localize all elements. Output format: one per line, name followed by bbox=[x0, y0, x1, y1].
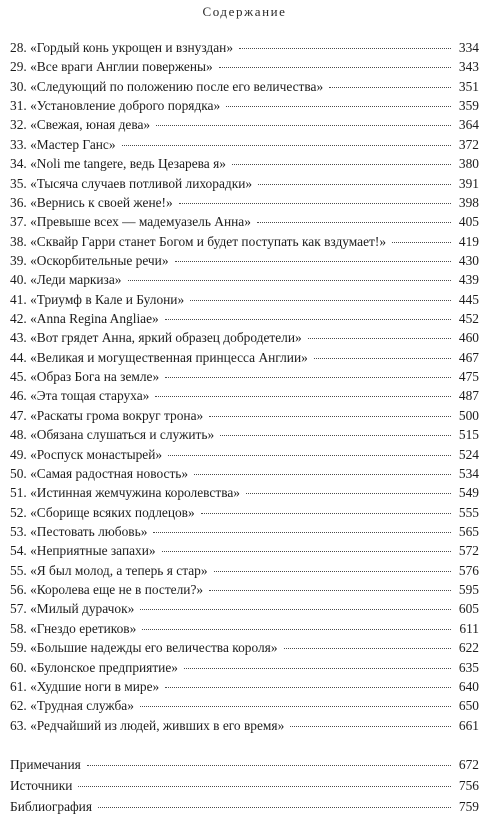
entry-title: 53. «Пестовать любовь» bbox=[10, 523, 148, 539]
entry-title: 42. «Anna Regina Angliae» bbox=[10, 311, 159, 327]
page-number: 359 bbox=[458, 98, 479, 114]
entry-title: 41. «Триумф в Кале и Булони» bbox=[10, 291, 185, 307]
page-number: 460 bbox=[458, 330, 479, 346]
page-number: 391 bbox=[458, 175, 479, 191]
toc-entry bbox=[10, 698, 479, 717]
entry-title: 58. «Гнездо еретиков» bbox=[10, 620, 137, 636]
entry-title: 28. «Гордый конь укрощен и взнуздан» bbox=[10, 40, 234, 55]
page-number: 595 bbox=[458, 582, 479, 598]
page-number: 439 bbox=[458, 272, 479, 288]
toc-entry bbox=[10, 543, 479, 562]
dot-leader bbox=[155, 396, 451, 397]
dot-leader bbox=[179, 203, 451, 204]
dot-leader bbox=[392, 242, 451, 243]
dot-leader bbox=[308, 338, 451, 339]
page-number: 380 bbox=[458, 156, 479, 172]
dot-leader bbox=[165, 319, 451, 320]
page-number: 452 bbox=[458, 311, 479, 327]
page-number: 445 bbox=[458, 291, 479, 307]
dot-leader bbox=[214, 571, 451, 572]
entry-title: Источники bbox=[10, 778, 73, 793]
toc-entry bbox=[10, 98, 479, 117]
dot-leader bbox=[168, 455, 451, 456]
entry-title: 38. «Сквайр Гарри станет Богом и будет поступать как вздумает!» bbox=[10, 233, 387, 249]
toc-entry bbox=[10, 40, 479, 59]
entry-title: 36. «Вернись к своей жене!» bbox=[10, 194, 173, 210]
dot-leader bbox=[175, 261, 451, 262]
entry-title: 61. «Худшие ноги в мире» bbox=[10, 678, 160, 694]
page-number: 661 bbox=[458, 717, 479, 733]
toc-entry bbox=[10, 272, 479, 291]
page-number: 549 bbox=[458, 485, 479, 501]
entry-title: Примечания bbox=[10, 757, 81, 772]
entry-title: 62. «Трудная служба» bbox=[10, 698, 134, 714]
entry-title: 44. «Великая и могущественная принцесса Англии» bbox=[10, 349, 308, 365]
toc-entry bbox=[10, 427, 479, 446]
dot-leader bbox=[239, 48, 451, 49]
dot-leader bbox=[290, 726, 451, 727]
back-matter-list bbox=[10, 757, 479, 820]
entry-title: 48. «Обязана слушаться и служить» bbox=[10, 427, 215, 443]
dot-leader bbox=[98, 807, 451, 808]
page-number: 405 bbox=[458, 214, 479, 230]
toc-entry bbox=[10, 660, 479, 679]
toc-entry bbox=[10, 466, 479, 485]
dot-leader bbox=[162, 551, 451, 552]
page-number: 487 bbox=[458, 388, 479, 404]
entry-title: 54. «Неприятные запахи» bbox=[10, 543, 156, 559]
dot-leader bbox=[184, 668, 451, 669]
page-number: 635 bbox=[458, 659, 479, 675]
entry-title: 47. «Раскаты грома вокруг трона» bbox=[10, 407, 204, 423]
dot-leader bbox=[219, 67, 451, 68]
dot-leader bbox=[142, 629, 451, 630]
toc-entry bbox=[10, 505, 479, 524]
dot-leader bbox=[165, 687, 451, 688]
toc-entry bbox=[10, 156, 479, 175]
entry-title: 43. «Вот грядет Анна, яркий образец добродетели» bbox=[10, 330, 302, 346]
entry-title: 55. «Я был молод, а теперь я стар» bbox=[10, 562, 208, 578]
dot-leader bbox=[140, 706, 451, 707]
page-number: 419 bbox=[458, 233, 479, 249]
toc-entry bbox=[10, 408, 479, 427]
toc-entry bbox=[10, 388, 479, 407]
entry-title: 56. «Королева еще не в постели?» bbox=[10, 582, 204, 598]
toc-entry bbox=[10, 234, 479, 253]
page-number: 467 bbox=[458, 349, 479, 365]
back-matter-entry bbox=[10, 799, 479, 820]
dot-leader bbox=[226, 106, 451, 107]
toc-entry bbox=[10, 447, 479, 466]
dot-leader bbox=[209, 590, 451, 591]
page-number: 640 bbox=[458, 678, 479, 694]
dot-leader bbox=[314, 358, 451, 359]
page-number: 555 bbox=[458, 504, 479, 520]
toc-entry bbox=[10, 369, 479, 388]
page-number: 351 bbox=[458, 78, 479, 94]
dot-leader bbox=[209, 416, 451, 417]
entry-title: 46. «Эта тощая старуха» bbox=[10, 388, 150, 404]
page-number: 759 bbox=[458, 799, 479, 814]
page-number: 515 bbox=[458, 427, 479, 443]
entry-title: 63. «Редчайший из людей, живших в его время» bbox=[10, 717, 285, 733]
toc-entry bbox=[10, 253, 479, 272]
toc-entry bbox=[10, 311, 479, 330]
toc-entry bbox=[10, 621, 479, 640]
page-number: 672 bbox=[458, 757, 479, 772]
toc-entry bbox=[10, 214, 479, 233]
page-number: 430 bbox=[458, 252, 479, 268]
toc-entry bbox=[10, 718, 479, 737]
dot-leader bbox=[246, 493, 451, 494]
dot-leader bbox=[87, 765, 451, 766]
entry-title: 29. «Все враги Англии повержены» bbox=[10, 59, 213, 75]
page-number: 524 bbox=[458, 446, 479, 462]
page-number: 572 bbox=[458, 543, 479, 559]
toc-entry bbox=[10, 640, 479, 659]
entry-title: 33. «Мастер Ганс» bbox=[10, 136, 116, 152]
dot-leader bbox=[190, 300, 451, 301]
toc-entry bbox=[10, 485, 479, 504]
dot-leader bbox=[284, 648, 451, 649]
entry-title: 52. «Сборище всяких подлецов» bbox=[10, 504, 195, 520]
entry-title: 49. «Роспуск монастырей» bbox=[10, 446, 163, 462]
entry-title: 31. «Установление доброго порядка» bbox=[10, 98, 221, 114]
entry-title: 59. «Большие надежды его величества короля» bbox=[10, 640, 278, 656]
dot-leader bbox=[122, 145, 451, 146]
toc-entry bbox=[10, 79, 479, 98]
entry-title: 37. «Превыше всех — мадемуазель Анна» bbox=[10, 214, 251, 230]
dot-leader bbox=[194, 474, 451, 475]
chapter-list bbox=[10, 40, 479, 737]
dot-leader bbox=[258, 184, 451, 185]
toc-entry bbox=[10, 679, 479, 698]
toc-entry bbox=[10, 117, 479, 136]
toc-entry bbox=[10, 350, 479, 369]
page-number: 475 bbox=[458, 369, 479, 385]
page-number: 398 bbox=[458, 194, 479, 210]
toc-entry bbox=[10, 137, 479, 156]
entry-title: 57. «Милый дурачок» bbox=[10, 601, 135, 617]
toc-entry bbox=[10, 524, 479, 543]
toc-entry bbox=[10, 59, 479, 78]
entry-title: 35. «Тысяча случаев потливой лихорадки» bbox=[10, 175, 253, 191]
page-number: 343 bbox=[458, 59, 479, 75]
back-matter-entry bbox=[10, 757, 479, 778]
back-matter-entry bbox=[10, 778, 479, 799]
entry-title: 51. «Истинная жемчужина королевства» bbox=[10, 485, 241, 501]
toc-entry bbox=[10, 195, 479, 214]
dot-leader bbox=[257, 222, 451, 223]
page-number: 364 bbox=[458, 117, 479, 133]
toc-entry bbox=[10, 330, 479, 349]
page-number: 605 bbox=[458, 601, 479, 617]
running-head: Содержание bbox=[202, 4, 287, 19]
page-number: 756 bbox=[458, 778, 479, 793]
page-number: 622 bbox=[458, 640, 479, 656]
page-number: 372 bbox=[458, 136, 479, 152]
page-number: 576 bbox=[458, 562, 479, 578]
dot-leader bbox=[329, 87, 451, 88]
page-number: 611 bbox=[459, 620, 479, 636]
page-number: 334 bbox=[458, 40, 479, 55]
entry-title: 34. «Noli me tangere, ведь Цезарева я» bbox=[10, 156, 226, 172]
dot-leader bbox=[78, 786, 451, 787]
toc-entry bbox=[10, 601, 479, 620]
toc-entry bbox=[10, 292, 479, 311]
toc-entry bbox=[10, 176, 479, 195]
page-number: 650 bbox=[458, 698, 479, 714]
entry-title: 50. «Самая радостная новость» bbox=[10, 465, 189, 481]
dot-leader bbox=[220, 435, 451, 436]
entry-title: 30. «Следующий по положению после его величества» bbox=[10, 78, 324, 94]
page-number: 565 bbox=[458, 523, 479, 539]
toc-entry bbox=[10, 563, 479, 582]
entry-title: 60. «Булонское предприятие» bbox=[10, 659, 178, 675]
dot-leader bbox=[153, 532, 451, 533]
entry-title: 32. «Свежая, юная дева» bbox=[10, 117, 151, 133]
dot-leader bbox=[165, 377, 451, 378]
entry-title: Библиография bbox=[10, 799, 93, 814]
dot-leader bbox=[201, 513, 451, 514]
dot-leader bbox=[140, 609, 451, 610]
dot-leader bbox=[128, 280, 452, 281]
entry-title: 40. «Леди маркиза» bbox=[10, 272, 122, 288]
entry-title: 45. «Образ Бога на земле» bbox=[10, 369, 160, 385]
dot-leader bbox=[232, 164, 451, 165]
page-number: 534 bbox=[458, 465, 479, 481]
dot-leader bbox=[156, 125, 451, 126]
entry-title: 39. «Оскорбительные речи» bbox=[10, 252, 169, 268]
page-number: 500 bbox=[458, 407, 479, 423]
toc-entry bbox=[10, 582, 479, 601]
